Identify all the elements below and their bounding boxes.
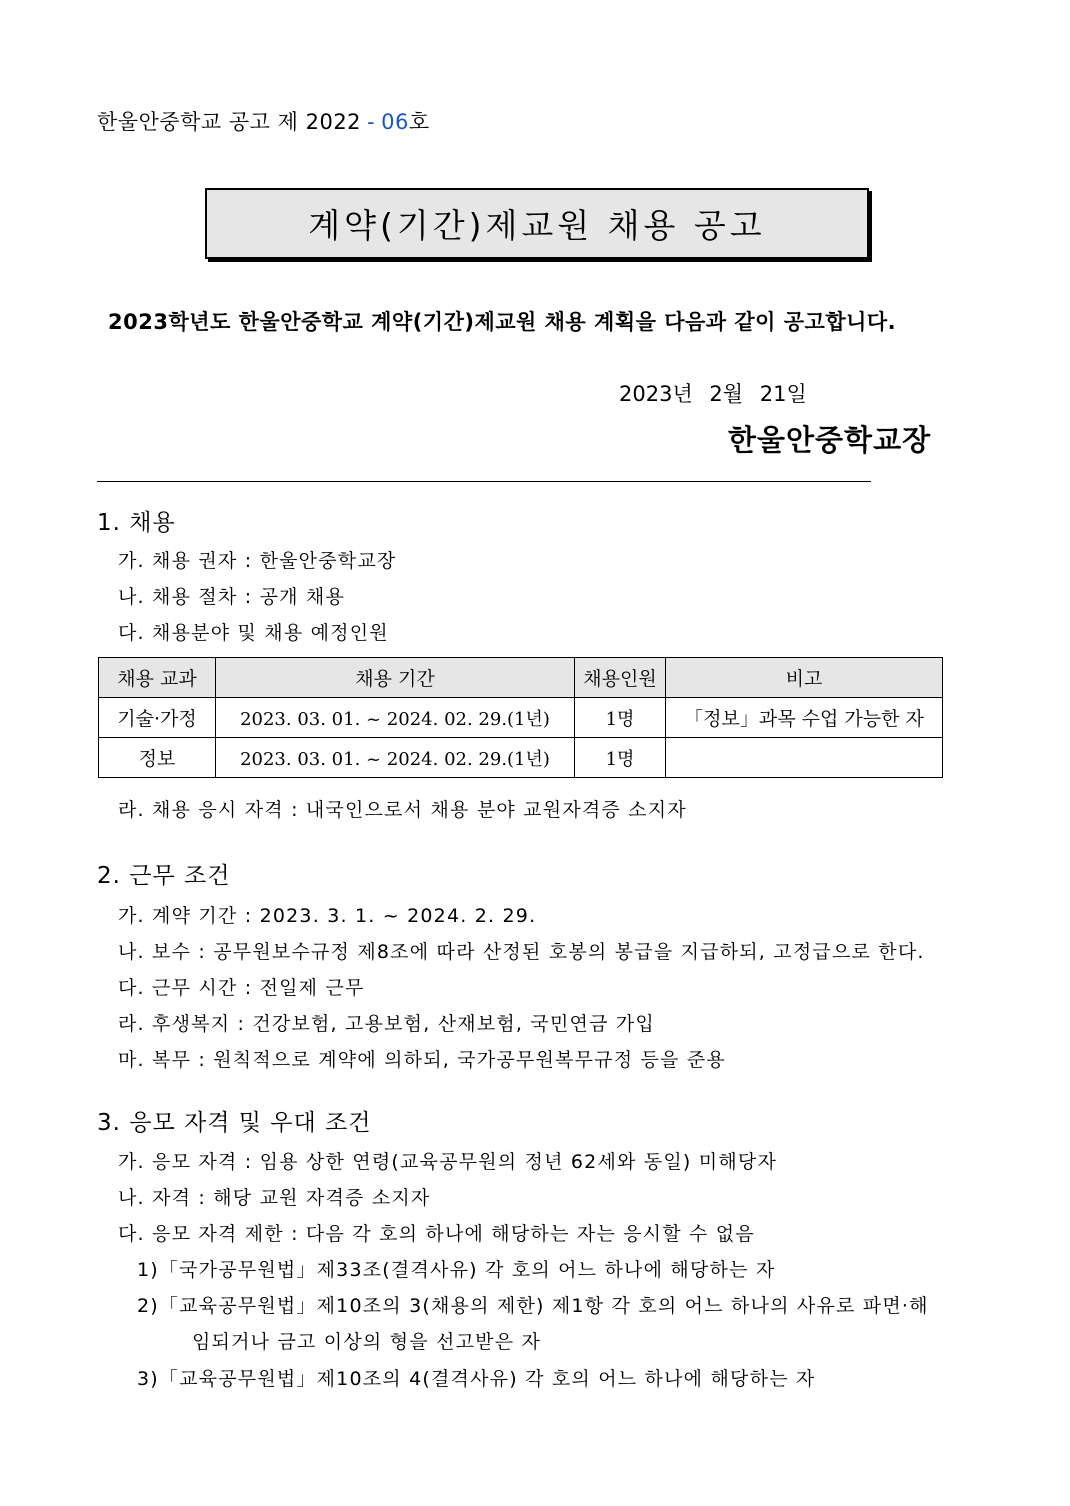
section3-item-a: 가. 응모 자격 : 임용 상한 연령(교육공무원의 정년 62세와 동일) 미해당자 (118, 1151, 777, 1173)
notice-suffix: 호 (408, 110, 430, 134)
header-remarks: 비고 (666, 658, 943, 698)
section2-item-e: 마. 복무 : 원칙적으로 계약에 의하되, 국가공무원복무규정 등을 준용 (118, 1049, 726, 1071)
cell-headcount: 1명 (575, 698, 666, 738)
cell-headcount: 1명 (575, 738, 666, 778)
section2-item-a: 가. 계약 기간 : 2023. 3. 1. ~ 2024. 2. 29. (118, 905, 537, 927)
notice-dash: - (367, 110, 376, 134)
section3-subitem-3: 3)「교육공무원법」제10조의 4(결격사유) 각 호의 어느 하나에 해당하는 자 (137, 1368, 816, 1390)
section2-item-c: 다. 근무 시간 : 전일제 근무 (118, 977, 365, 999)
notice-date: 2023년 2월 21일 (619, 382, 807, 406)
cell-period: 2023. 03. 01. ~ 2024. 02. 29.(1년) (216, 738, 575, 778)
section2-heading: 2. 근무 조건 (97, 863, 231, 889)
section3-subitem-2: 2)「교육공무원법」제10조의 3(채용의 제한) 제1항 각 호의 어느 하나의 사유로 파면·해 (137, 1295, 929, 1317)
section3-subitem-1: 1)「국가공무원법」제33조(결격사유) 각 호의 어느 하나에 해당하는 자 (137, 1259, 776, 1281)
section1-item-a: 가. 채용 권자 : 한울안중학교장 (118, 550, 397, 572)
table-header-row (99, 658, 943, 698)
section2-item-d: 라. 후생복지 : 건강보험, 고용보험, 산재보험, 국민연금 가입 (118, 1013, 655, 1035)
header-subject: 채용 교과 (99, 658, 216, 698)
principal-signature: 한울안중학교장 (728, 423, 932, 457)
section1-item-d: 라. 채용 응시 자격 : 내국인으로서 채용 분야 교원자격증 소지자 (118, 799, 687, 821)
section2-item-b: 나. 보수 : 공무원보수규정 제8조에 따라 산정된 호봉의 봉급을 지급하되, 고정급으로 한다. (118, 941, 925, 963)
intro-text: 2023학년도 한울안중학교 계약(기간)제교원 채용 계획을 다음과 같이 공고합니다. (108, 310, 897, 334)
divider (97, 481, 871, 482)
document-title: 계약(기간)제교원 채용 공고 (205, 188, 869, 259)
cell-subject: 기술·가정 (99, 698, 216, 738)
header-period: 채용 기간 (216, 658, 575, 698)
table-row (99, 738, 943, 778)
notice-number (97, 106, 430, 136)
section3-item-b: 나. 자격 : 해당 교원 자격증 소지자 (118, 1187, 431, 1209)
notice-prefix: 한울안중학교 공고 제 2022 (97, 110, 362, 134)
cell-period: 2023. 03. 01. ~ 2024. 02. 29.(1년) (216, 698, 575, 738)
cell-remarks: 「정보」과목 수업 가능한 자 (666, 698, 943, 738)
section3-item-c: 다. 응모 자격 제한 : 다음 각 호의 하나에 해당하는 자는 응시할 수 없음 (118, 1223, 755, 1245)
cell-remarks (666, 738, 943, 778)
table-row (99, 698, 943, 738)
recruitment-table (98, 657, 943, 778)
header-headcount: 채용인원 (575, 658, 666, 698)
section1-item-b: 나. 채용 절차 : 공개 채용 (118, 586, 346, 608)
section3-subitem-2-cont: 임되거나 금고 이상의 형을 선고받은 자 (192, 1331, 542, 1353)
section1-heading: 1. 채용 (97, 510, 176, 536)
cell-subject: 정보 (99, 738, 216, 778)
section1-item-c: 다. 채용분야 및 채용 예정인원 (118, 622, 389, 644)
section3-heading: 3. 응모 자격 및 우대 조건 (97, 1110, 372, 1136)
notice-num: 06 (381, 110, 409, 134)
